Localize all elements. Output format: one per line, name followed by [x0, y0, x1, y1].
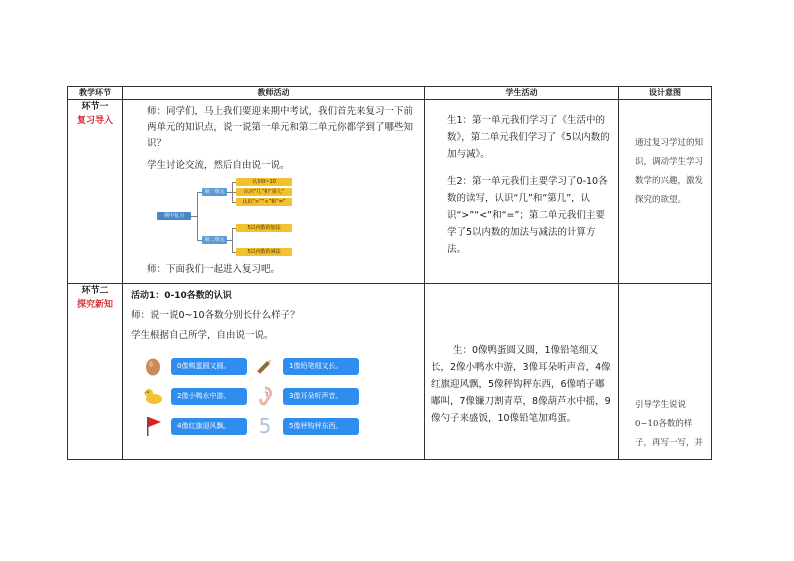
- student-2-p1: 生：0像鸭蛋圆又圆，1像铅笔细又长，2像小鸭水中游，3像耳朵听声音，4像红旗迎风飘，5像秤钩秤东西，6像哨子嘟嘟叫，7像镰刀割青草，8像葫芦水中摇，9像勺子来盛饭，10像铅笔加鸡蛋。: [431, 345, 611, 424]
- number-five-icon: [253, 414, 277, 438]
- row-review: [68, 100, 712, 284]
- teacher-cell-1: [123, 100, 425, 284]
- number-shape-grid: [131, 350, 416, 446]
- mind-map-unit-1: 第一单元: [202, 188, 227, 196]
- student-cell-2: [425, 284, 619, 460]
- duck-icon: [141, 384, 165, 408]
- row-explore: [68, 284, 712, 460]
- shape-pill-1: 1像铅笔细又长。: [283, 358, 359, 375]
- flag-icon: [141, 414, 165, 438]
- mind-map-unit-2: 第二单元: [202, 236, 227, 244]
- stage-2-title: 探究新知: [76, 300, 113, 310]
- pencil-icon: [253, 354, 277, 378]
- mind-map: [157, 178, 416, 256]
- header-stage: 教学环节: [68, 87, 123, 100]
- five-glyph: 5: [258, 414, 272, 438]
- teacher-1-p3: 师：下面我们一起进入复习吧。: [147, 264, 281, 275]
- student-1-p1: 生1：第一单元我们学习了《生活中的数》，第二单元我们学习了《5以内数的加与减》。: [447, 115, 610, 160]
- stage-cell-1: [68, 100, 123, 284]
- student-1-p2: 生2：第一单元我们主要学习了0-10各数的读写，认识“几”和“第几”，认识“>”“<”和“=”；第二单元我们主要学了5以内数的加法与减法的计算方法。: [447, 176, 608, 255]
- stage-cell-2: [68, 284, 123, 460]
- intent-2-text: 引导学生说说0~10各数的样子，再写一写，并: [635, 400, 704, 448]
- mind-map-leaf: 认识0~10: [236, 178, 292, 186]
- header-design-intent: 设计意图: [619, 87, 712, 100]
- shape-pill-3: 3像耳朵听声音。: [283, 388, 359, 405]
- teacher-2-p2: 学生根据自己所学，自由说一说。: [131, 330, 274, 341]
- teacher-2-p1: 师：说一说0~10各数分别长什么样子？: [131, 310, 300, 321]
- teacher-1-p1: 师：同学们，马上我们要迎来期中考试，我们首先来复习一下前两单元的知识点，说一说第一单元和第二单元你都学到了哪些知识？: [147, 106, 414, 149]
- shape-pill-0: 0像鸭蛋圆又圆。: [171, 358, 247, 375]
- header-student-activity: 学生活动: [425, 87, 619, 100]
- teacher-1-p2: 学生讨论交流，然后自由说一说。: [147, 160, 290, 171]
- shape-pill-5: 5像秤钩秤东西。: [283, 418, 359, 435]
- activity-title: 活动1：0-10各数的认识: [131, 291, 232, 301]
- egg-icon: [141, 354, 165, 378]
- ear-icon: [253, 384, 277, 408]
- intent-cell-1: [619, 100, 712, 284]
- shape-pill-4: 4像红旗迎风飘。: [171, 418, 247, 435]
- intent-1-text: 通过复习学过的知识，调动学生学习数学的兴趣，激发探究的欲望。: [635, 138, 704, 205]
- mind-map-leaf: 5以内数的减法: [236, 248, 292, 256]
- intent-cell-2: [619, 284, 712, 460]
- stage-1-title: 复习导入: [76, 116, 113, 126]
- header-row: [68, 87, 712, 100]
- header-teacher-activity: 教师活动: [123, 87, 425, 100]
- teacher-cell-2: [123, 284, 425, 460]
- mind-map-leaf: 认识“几”和“第几”: [236, 188, 292, 196]
- student-cell-1: [425, 100, 619, 284]
- shape-pill-2: 2像小鸭水中游。: [171, 388, 247, 405]
- mind-map-root: 期中复习: [157, 212, 191, 220]
- mind-map-leaf: 认识“>”“<”和“=”: [236, 198, 292, 206]
- stage-2-number: 环节二: [81, 286, 109, 296]
- lesson-plan-table: [67, 86, 712, 460]
- mind-map-leaf: 5以内数的加法: [236, 224, 292, 232]
- stage-1-number: 环节一: [81, 102, 109, 112]
